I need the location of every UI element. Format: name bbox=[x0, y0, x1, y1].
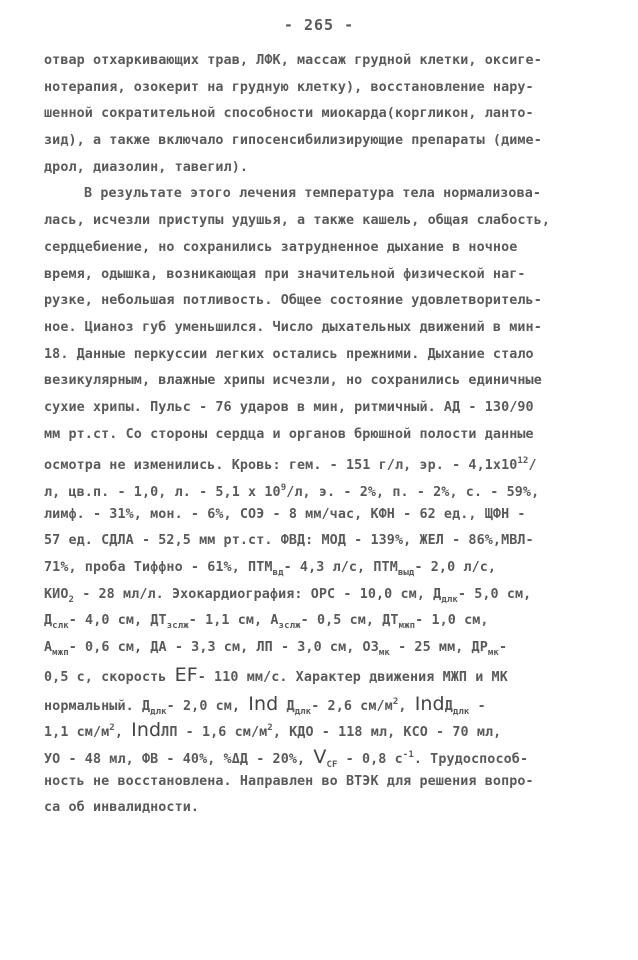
text-line: лась, исчезли приступы удушья, а также кашель, общая слабость, bbox=[44, 213, 551, 229]
superscript: 2 bbox=[109, 723, 115, 734]
subscript: 2 bbox=[68, 594, 75, 605]
text-fragment: л, цв.п. - 1,0, л. - 5,1 x 10 bbox=[44, 485, 281, 500]
text-fragment: - 0,5 см, ДТ bbox=[300, 613, 399, 629]
text-line: мм рт.ст. Со стороны сердца и органов брюшной полости данные bbox=[44, 426, 534, 442]
text-line: ное. Цианоз губ уменьшился. Число дыхательных движений в мин- bbox=[44, 319, 542, 335]
text-fragment: / bbox=[528, 458, 537, 474]
text-fragment: - 0,6 см, ДА - 3,3 см, ЛП - 3,0 см, ОЗ bbox=[68, 640, 379, 656]
superscript: 9 bbox=[280, 483, 287, 493]
subscript: выд bbox=[397, 568, 415, 579]
text-line: 18. Данные перкуссии легких остались прежними. Дыхание стало bbox=[44, 346, 534, 362]
text-line bbox=[44, 555, 604, 582]
text-line: везикулярным, влажные хрипы исчезли, но сохранились единичные bbox=[44, 373, 542, 389]
text-line: В результате этого лечения температура тела нормализова- bbox=[84, 186, 542, 202]
text-fragment: - 4,0 см, ДТ bbox=[68, 613, 167, 629]
text-line bbox=[44, 475, 604, 502]
text-line bbox=[44, 742, 604, 769]
text-line bbox=[44, 582, 604, 609]
text-fragment: Д bbox=[278, 698, 295, 714]
text-fragment: нормальный. Д bbox=[44, 698, 151, 714]
text-fragment: - 4,3 л/с, ПТМ bbox=[283, 560, 398, 576]
subscript: CF bbox=[326, 759, 338, 770]
text-fragment: Д bbox=[44, 613, 53, 629]
subscript: вд bbox=[272, 568, 284, 579]
text-fragment: осмотра не изменились. Кровь: гем. - 151 г/л, эр. - 4,1x10 bbox=[44, 458, 518, 474]
text-fragment: КИО bbox=[44, 586, 69, 602]
text-fragment: - 0,8 с bbox=[337, 751, 403, 767]
handwritten-ef: EF bbox=[174, 663, 198, 686]
text-line: сердцебиение, но сохранились затрудненное дыхание в ночное bbox=[44, 239, 518, 255]
text-fragment: , bbox=[114, 725, 132, 741]
text-line: нотерапия, озокерит на грудную клетку), восстановление нару- bbox=[44, 79, 534, 95]
subscript: мжп bbox=[398, 621, 416, 632]
text-line bbox=[44, 715, 604, 742]
subscript: длк bbox=[150, 706, 167, 717]
text-fragment: , КДО - 118 мл, КСО - 70 мл, bbox=[272, 725, 502, 741]
text-fragment: - 28 мл/л. Эхокардиография: ОРС - 10,0 см, Д bbox=[74, 586, 442, 602]
text-line: сухие хрипы. Пульс - 76 ударов в мин, ритмичный. АД - 130/90 bbox=[44, 399, 534, 415]
superscript: -1 bbox=[402, 749, 414, 760]
text-line: зид), а также включало гипосенсибилизирующие препараты (диме- bbox=[44, 133, 542, 149]
subscript: длк bbox=[294, 706, 312, 717]
body-text bbox=[44, 48, 604, 822]
text-fragment: - 2,0 см, bbox=[166, 698, 249, 714]
superscript: 2 bbox=[267, 723, 273, 734]
subscript: длк bbox=[441, 594, 458, 605]
text-fragment: - 1,0 см, bbox=[415, 613, 489, 629]
subscript: зслж bbox=[166, 621, 189, 632]
text-line: 57 ед. СДЛА - 52,5 мм рт.ст. ФВД: МОД - 139%, ЖЕЛ - 86%,МВЛ- bbox=[44, 533, 534, 549]
subscript: слк bbox=[52, 621, 69, 632]
text-line: лимф. - 31%, мон. - 6%, СОЭ - 8 мм/час, КФН - 62 ед., ЩФН - bbox=[44, 506, 526, 522]
text-fragment: ЛП - 1,6 см/м bbox=[161, 725, 268, 741]
text-line: шенной сократительной способности миокарда(коргликон, ланто- bbox=[44, 106, 534, 122]
text-fragment: - 110 мм/с. Характер движения МЖП и МК bbox=[197, 669, 508, 685]
text-fragment: - 1,1 см, А bbox=[188, 613, 279, 629]
text-fragment: Д bbox=[444, 698, 453, 714]
text-fragment: , bbox=[398, 698, 415, 714]
text-line: время, одышка, возникающая при значительной физической наг- bbox=[44, 266, 526, 282]
handwritten-ind: Ind bbox=[248, 692, 279, 715]
text-line bbox=[44, 608, 604, 635]
text-line: са об инвалидности. bbox=[44, 800, 200, 816]
text-line bbox=[44, 662, 604, 689]
text-fragment: 1,1 см/м bbox=[44, 725, 110, 741]
subscript: мк bbox=[487, 648, 499, 659]
text-fragment: А bbox=[44, 640, 53, 656]
handwritten-ind: Ind bbox=[131, 719, 162, 742]
text-fragment: 0,5 с, скорость bbox=[44, 669, 175, 685]
subscript: зслж bbox=[278, 621, 301, 632]
text-fragment: УО - 48 мл, ФВ - 40%, %ΔД - 20%, bbox=[44, 751, 314, 767]
superscript: 2 bbox=[392, 696, 399, 707]
text-fragment: - 5,0 см, bbox=[457, 586, 532, 602]
text-fragment: . Трудоспособ- bbox=[413, 751, 529, 767]
text-fragment: - 2,0 л/с, bbox=[414, 560, 497, 576]
text-line bbox=[44, 448, 604, 475]
text-line: ность не восстановлена. Направлен во ВТЭК для решения вопро- bbox=[44, 773, 534, 789]
text-fragment: - bbox=[469, 698, 486, 714]
text-line: рузке, небольшая потливость. Общее состояние удовлетворитель- bbox=[44, 293, 542, 309]
text-line bbox=[44, 689, 604, 716]
handwritten-ind: Ind bbox=[414, 692, 445, 715]
subscript: мк bbox=[378, 648, 390, 659]
page-number: - 265 - bbox=[283, 16, 355, 34]
text-fragment: /л, э. - 2%, п. - 2%, с. - 59%, bbox=[286, 485, 540, 500]
superscript: 12 bbox=[517, 456, 529, 467]
subscript: мжп bbox=[52, 648, 69, 659]
handwritten-v: V bbox=[313, 745, 327, 768]
text-fragment: 71%, проба Тиффно - 61%, ПТМ bbox=[44, 560, 273, 576]
text-line bbox=[44, 635, 604, 662]
text-fragment: - bbox=[498, 640, 508, 656]
text-line: отвар отхаркивающих трав, ЛФК, массаж грудной клетки, оксиге- bbox=[44, 53, 542, 68]
text-fragment: - 2,6 см/м bbox=[311, 698, 393, 714]
text-fragment: - 25 мм, ДР bbox=[389, 640, 488, 656]
text-line: дрол, диазолин, тавегил). bbox=[44, 159, 249, 175]
subscript: длк bbox=[452, 706, 470, 717]
